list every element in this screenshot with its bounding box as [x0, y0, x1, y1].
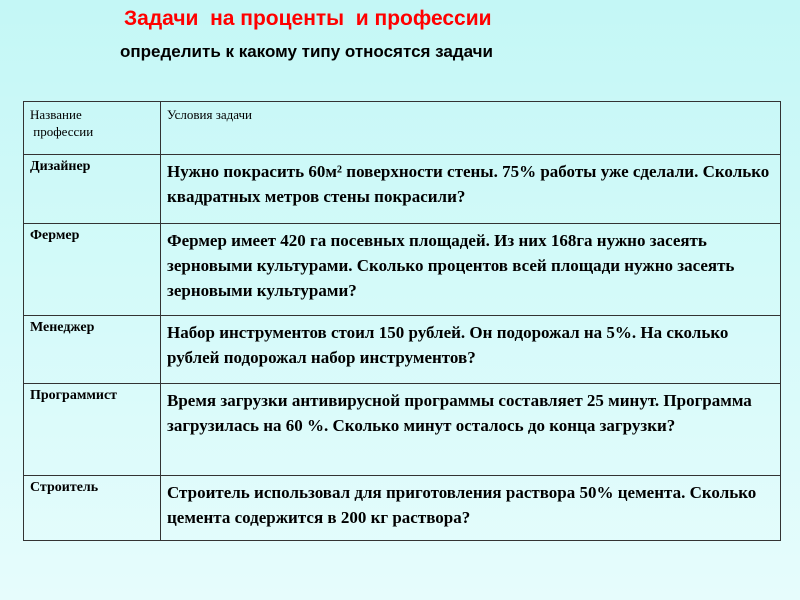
tasks-table: [23, 101, 781, 541]
table-row: [24, 316, 781, 384]
profession-cell: Дизайнер: [24, 155, 161, 224]
condition-cell: Время загрузки антивирусной программы составляет 25 минут. Программа загрузилась на 60 %. Сколько минут осталось до конца загрузки?: [161, 384, 781, 476]
table-row: [24, 476, 781, 541]
profession-cell: Строитель: [24, 476, 161, 541]
table-row: [24, 224, 781, 316]
header-profession: [24, 102, 161, 155]
table-header-row: [24, 102, 781, 155]
condition-cell: Строитель использовал для приготовления раствора 50% цемента. Сколько цемента содержится в 200 кг раствора?: [161, 476, 781, 541]
page-subtitle: определить к какому типу относятся задачи: [120, 42, 493, 61]
table-row: [24, 155, 781, 224]
condition-cell: Фермер имеет 420 га посевных площадей. Из них 168га нужно засеять зерновыми культурами. Сколько процентов всей площади нужно засеять зерновыми культурами?: [161, 224, 781, 316]
profession-cell: Программист: [24, 384, 161, 476]
header-profession-line1: Название: [30, 107, 82, 122]
profession-cell: Фермер: [24, 224, 161, 316]
header-profession-line2: профессии: [30, 124, 94, 139]
header-condition: Условия задачи: [161, 102, 781, 155]
condition-cell: Нужно покрасить 60м² поверхности стены. 75% работы уже сделали. Сколько квадратных метров стены покрасили?: [161, 155, 781, 224]
condition-cell: Набор инструментов стоил 150 рублей. Он подорожал на 5%. На сколько рублей подорожал набор инструментов?: [161, 316, 781, 384]
page-title: Задачи на проценты и профессии: [124, 7, 492, 30]
profession-cell: Менеджер: [24, 316, 161, 384]
table-row: [24, 384, 781, 476]
